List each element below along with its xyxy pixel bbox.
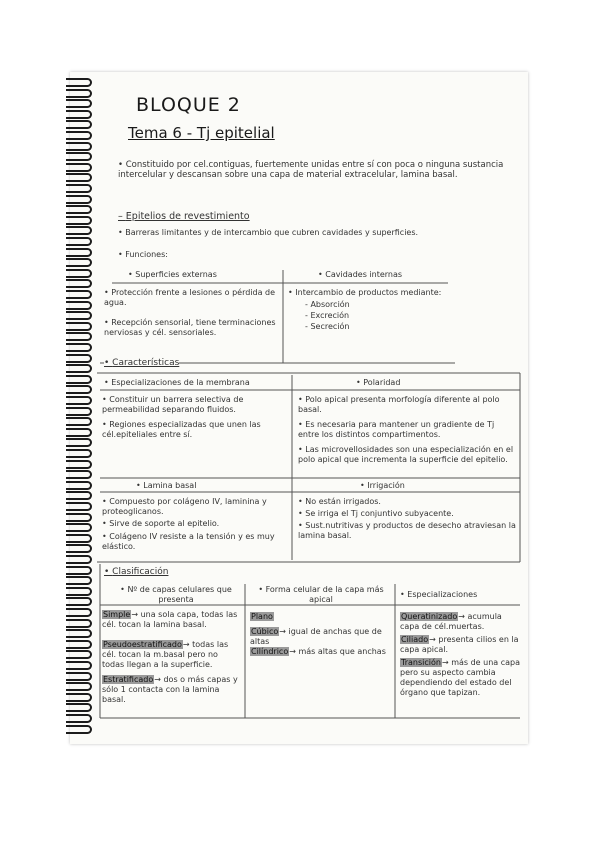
spec-item-2: • Regiones especializadas que unen las cél.epiteliales entre sí. [102,420,261,439]
spec-item-1: • Constituir un barrera selectiva de permeabilidad separando fluidos. [102,395,244,414]
col2-item-cubico: Cúbico→ igual de anchas que de altas [250,627,382,646]
polar-item-3: • Las microvellosidades son una especialización en el polo apical que incrementa la superficie del epitelio. [298,445,514,464]
lamina-item-2: • Sirve de soporte al epitelio. [102,519,220,528]
cavidades-item-2: - Excreción [305,311,350,320]
col1-header: • Nº de capas celulares que presenta [120,585,232,604]
lamina-item-3: • Colágeno IV resiste a la tensión y es muy elástico. [102,532,275,551]
cavidades-item-3: - Secreción [305,322,350,331]
col1-item-estratificado: Estratificado→ dos o más capas y sólo 1 contacta con la lamina basal. [102,675,238,704]
col3-item-transicion: Transición→ más de una capa pero su aspecto cambia dependiendo del estado del órgano que tapizan. [400,658,521,697]
irrig-item-2: • Se irriga el Tj conjuntivo subyacente. [298,509,454,518]
heading-clasificacion: • Clasificación [104,567,169,577]
col2-header: • Forma celular de la capa más apical [258,585,384,604]
section-epitelios: – Epitelios de revestimiento [118,211,250,222]
superficies-item-2: • Recepción sensorial, tiene terminaciones nerviosas y cél. sensoriales. [104,318,276,337]
irrig-item-3: • Sust.nutritivas y productos de desecho atraviesan la lamina basal. [298,521,516,540]
col1-item-simple: Simple→ una sola capa, todas las cél. tocan la lamina basal. [102,610,238,629]
polar-item-1: • Polo apical presenta morfología diferente al polo basal. [298,395,500,414]
col2-item-plano: Plano [251,612,273,621]
superficies-item-1: • Protección frente a lesiones o pérdida de agua. [104,288,276,307]
irrig-item-1: • No están irrigados. [298,497,381,506]
col3-item-queratinizado: Queratinizado→ acumula capa de cél.muertas. [400,612,502,631]
cavidades-item-1: - Absorción [305,300,350,309]
col3-item-ciliado: Ciliado→ presenta cilios en la capa apical. [400,635,519,654]
lamina-item-1: • Compuesto por colágeno IV, laminina y proteoglicanos. [102,497,267,516]
header-polaridad: • Polaridad [356,378,401,387]
polar-item-2: • Es necesaria para mantener un gradiente de Tj entre los distintos compartimentos. [298,420,495,439]
intro-bullet-1: • Constituido por cel.contiguas, fuertemente unidas entre sí con poca o ninguna sustancia intercelular y descansan sobre una capa de material extracelular, lamina basal. [118,160,504,180]
col1-item-pseudo: Pseudoestratificado→ todas las cél. tocan la m.basal pero no todas llegan a la superficie. [102,640,229,669]
topic-title: Tema 6 - Tj epitelial [128,124,275,142]
cavidades-intro: • Intercambio de productos mediante: [288,288,442,297]
header-cavidades: • Cavidades internas [318,270,403,279]
intro-bullet-2: • Barreras limitantes y de intercambio que cubren cavidades y superficies. [118,228,419,237]
header-especializaciones: • Especializaciones de la membrana [104,378,250,387]
page-title: BLOQUE 2 [136,94,241,116]
header-superficies: • Superficies externas [128,270,217,279]
header-lamina: • Lamina basal [136,481,197,490]
heading-caracteristicas: • Características [104,358,180,368]
col3-header: • Especializaciones [400,590,478,599]
header-irrigacion: • Irrigación [360,481,405,490]
intro-bullet-3: • Funciones: [118,250,168,259]
col2-item-cilindrico: Cilíndrico→ más altas que anchas [251,647,386,656]
